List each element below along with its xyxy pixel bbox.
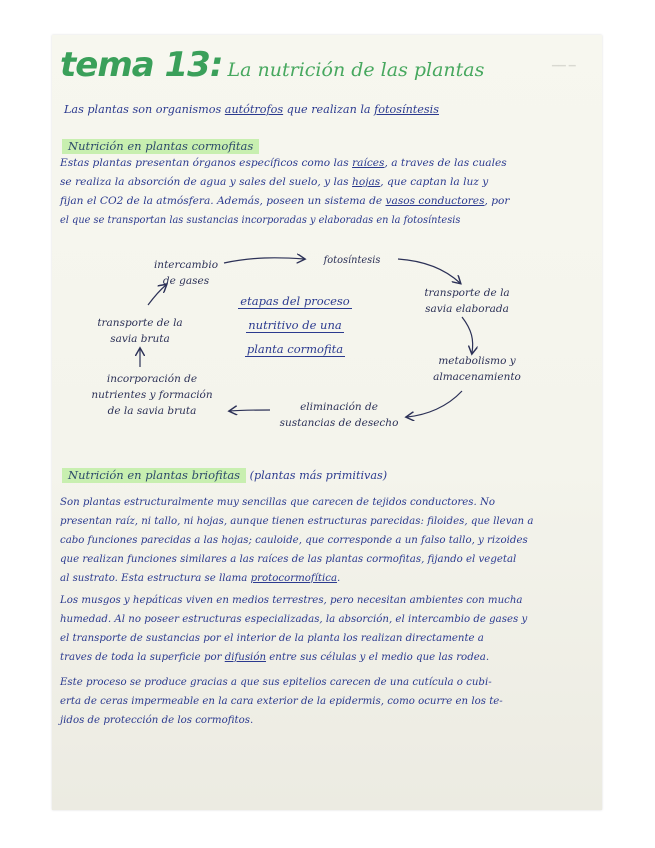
term-hojas: hojas [352,176,381,188]
node-line: transporte de la [424,287,510,299]
paragraph-line: el transporte de sustancias por el interior de la planta los realizan directamente a [60,633,484,644]
center-line-text: planta cormofita [246,342,344,356]
title-tema: tema 13: [60,45,223,85]
intro-line [64,101,439,119]
node-line: incorporación de [106,373,198,385]
paragraph-line: humedad. Al no poseer estructuras especializadas, la absorción, el intercambio de gases y [60,614,528,625]
node-line: intercambio [153,259,219,271]
node-eliminacion [264,399,414,431]
intro-text-mid: que realizan la [283,103,375,116]
node-line: savia elaborada [425,303,509,315]
paragraph-line: Los musgos y hepáticas viven en medios terrestres, pero necesitan ambientes con mucha [60,595,523,606]
heading-note: (plantas más primitivas) [249,469,388,482]
paragraph-line: el que se transportan las sustancias incorporadas y elaboradas en la fotosíntesis [60,215,461,226]
title-subtitle: La nutrición de las plantas [227,59,485,81]
paragraph-line [60,192,509,211]
arrow-transporte-to-metabolismo [462,317,473,353]
node-line: nutrientes y formación [91,389,213,401]
section-heading-briofitas: Nutrición en plantas briofitas [62,468,246,483]
node-line: de la savia bruta [107,405,197,417]
arrow-fotosintesis-to-transporte [398,259,460,283]
paragraph-line [60,569,533,588]
center-line-text: nutritivo de una [248,318,342,332]
page-title [60,45,484,85]
term-difusion: difusión [224,652,267,663]
node-line: sustancias de desecho [279,417,399,429]
term-fotosintesis: fotosíntesis [374,103,439,116]
center-line [220,289,370,313]
node-intercambio-gases [136,257,236,289]
paragraph-line [60,173,509,192]
node-incorporacion [82,371,222,419]
line-text: al sustrato. Esta estructura se llama [60,573,251,584]
notebook-page [52,35,602,810]
center-line-text: etapas del proceso [240,294,350,308]
briofitas-paragraph-3 [60,673,503,730]
paragraph-line: erta de ceras impermeable en la cara exterior de la epidermis, como ocurre en los te- [60,696,503,707]
paragraph-line: Son plantas estructuralmente muy sencillas que carecen de tejidos conductores. No [60,497,496,508]
node-transporte-savia-elaborada [402,285,532,317]
node-fotosintesis: fotosíntesis [323,255,381,266]
node-line: savia bruta [110,333,170,345]
paragraph-line: cabo funciones parecidas a las hojas; cauloide, que corresponde a un falso tallo, y rizoides [60,535,528,546]
line-text: traves de toda la superficie por [60,652,225,663]
line-text: , por [484,195,510,207]
node-transporte-savia-bruta [80,315,200,347]
line-text: , que captan la luz y [380,176,489,188]
node-line: transporte de la [97,317,183,329]
paragraph-line: presentan raíz, ni tallo, ni hojas, aunque tienen estructuras parecidas: filoides, que llevan a [60,516,534,527]
briofitas-paragraph-1 [60,493,533,588]
center-line [220,313,370,337]
cormofitas-paragraph [60,154,509,230]
line-text: . [337,573,341,584]
diagram-center-label [220,289,370,361]
center-line [220,337,370,361]
line-text: Estas plantas presentan órganos específicos como las [60,157,353,169]
paragraph-line [60,648,527,667]
intro-text: Las plantas son organismos [64,103,225,116]
paragraph-line [60,154,509,173]
node-line: almacenamiento [433,371,521,383]
node-line: de gases [162,275,210,287]
section-heading-cormofitas: Nutrición en plantas cormofitas [62,139,259,154]
term-raices: raíces [352,157,385,169]
bleed-through-text: ▁▁ ▁ [552,57,576,67]
arrow-metabolismo-to-eliminacion [407,391,462,417]
arrow-intercambio-to-fotosintesis [224,258,304,263]
term-protocormofitica: protocormofítica [250,573,338,584]
term-autotrofos: autótrofos [224,103,284,116]
node-metabolismo [417,353,537,385]
paragraph-line: que realizan funciones similares a las raíces de las plantas cormofitas, fijando el vegetal [60,554,517,565]
line-text: fijan el CO2 de la atmósfera. Además, poseen un sistema de [60,195,386,207]
briofitas-paragraph-2 [60,591,527,667]
section-heading-briofitas-row [62,467,387,485]
paragraph-line: Este proceso se produce gracias a que sus epitelios carecen de una cutícula o cubi- [60,677,492,688]
line-text: entre sus células y el medio que las rodea. [266,652,490,663]
term-vasos-conductores: vasos conductores [385,195,485,207]
line-text: se realiza la absorción de agua y sales del suelo, y las [60,176,352,188]
node-line: metabolismo y [438,355,516,367]
paragraph-line: jidos de protección de los cormofitos. [60,715,254,726]
node-line: eliminación de [300,401,378,413]
line-text: , a traves de las cuales [384,157,507,169]
